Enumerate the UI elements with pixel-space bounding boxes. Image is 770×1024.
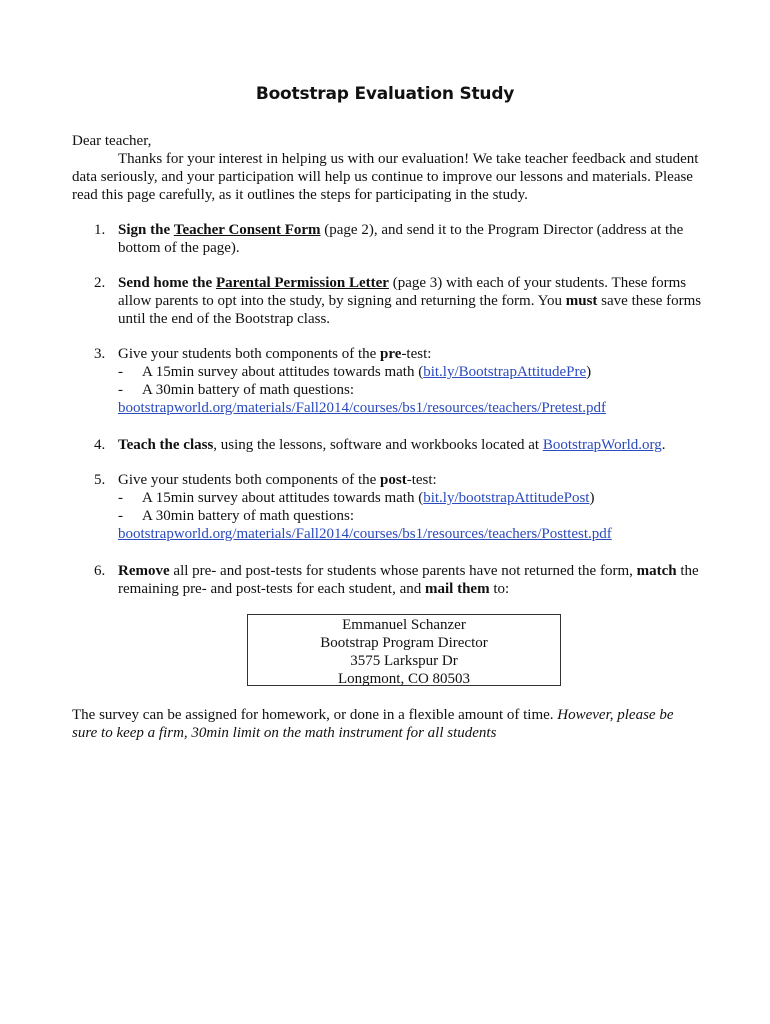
greeting-text: Dear teacher, [72, 133, 152, 149]
teacher-consent-form-link[interactable]: Teacher Consent Form [173, 222, 321, 238]
attitude-pre-link[interactable]: bit.ly/BootstrapAttitudePre [423, 364, 587, 380]
footer-italic: However, please be sure to keep a firm, 30min limit on the math instrument for all students [72, 707, 674, 741]
step-5-lead-end: -test: [406, 472, 437, 488]
step-5 [94, 471, 714, 543]
step-5-survey-end: ) [589, 490, 595, 506]
step-1-bold: Sign the [118, 222, 171, 238]
step-6-text-a: all pre- and post-tests for students whose parents have not returned the form, [169, 563, 637, 579]
step-2-bold: Send home the [118, 275, 213, 291]
posttest-pdf-link[interactable]: bootstrapworld.org/materials/Fall2014/courses/bs1/resources/teachers/Posttest.pdf [118, 526, 612, 542]
attitude-post-link[interactable]: bit.ly/bootstrapAttitudePost [423, 490, 590, 506]
step-number: 5. [94, 472, 106, 488]
dash: - [118, 508, 123, 524]
intro-text: Thanks for your interest in helping us with our evaluation! We take teacher feedback and student data seriously, and your participation will help us continue to improve our lessons and materials. Please read this page carefully, as it outlines the steps for participating in the study. [72, 151, 699, 203]
step-number: 3. [94, 346, 106, 362]
step-5-battery-text: A 30min battery of math questions: [142, 508, 355, 524]
step-3-pre: pre [380, 346, 402, 362]
step-3-battery-text: A 30min battery of math questions: [142, 382, 355, 398]
step-5-post: post [380, 472, 407, 488]
step-4-text: , using the lessons, software and workbooks located at [213, 437, 543, 453]
address-city: Longmont, CO 80503 [337, 671, 471, 687]
step-number: 6. [94, 563, 106, 579]
step-4-bold: Teach the class [118, 437, 214, 453]
greeting [72, 132, 702, 150]
dash: - [118, 382, 123, 398]
step-5-survey-text: A 15min survey about attitudes towards math ( [142, 490, 424, 506]
step-4-end: . [661, 437, 666, 453]
step-6-mail-them: mail them [425, 581, 490, 597]
address-role: Bootstrap Program Director [320, 635, 488, 651]
step-6-text-b: the remaining pre- and post-tests for each student, and [118, 563, 699, 597]
dash: - [118, 490, 123, 506]
step-3 [94, 345, 714, 417]
step-3-survey-end: ) [586, 364, 592, 380]
step-number: 4. [94, 437, 106, 453]
step-number: 1. [94, 222, 106, 238]
pretest-pdf-link[interactable]: bootstrapworld.org/materials/Fall2014/courses/bs1/resources/teachers/Pretest.pdf [118, 400, 606, 416]
step-5-lead: Give your students both components of the [118, 472, 381, 488]
address-street: 3575 Larkspur Dr [350, 653, 458, 669]
address-name: Emmanuel Schanzer [342, 617, 466, 633]
step-6-remove: Remove [118, 563, 170, 579]
page-title: Bootstrap Evaluation Study [255, 84, 515, 104]
step-6-match: match [636, 563, 677, 579]
address-box [247, 614, 561, 686]
step-1 [94, 221, 714, 257]
parental-permission-letter-link[interactable]: Parental Permission Letter [215, 275, 389, 291]
step-3-lead-end: -test: [401, 346, 432, 362]
step-3-lead: Give your students both components of the [118, 346, 381, 362]
step-2-text-a: (page 3) with each of your students. These forms allow parents to opt into the study, by signing and returning the form. You [118, 275, 687, 309]
bootstrapworld-link[interactable]: BootstrapWorld.org [542, 437, 662, 453]
step-6-text-c: to: [489, 581, 510, 597]
footer-note [72, 706, 692, 742]
step-3-survey-text: A 15min survey about attitudes towards math ( [142, 364, 424, 380]
step-1-text: (page 2), and send it to the Program Director (address at the bottom of the page). [118, 222, 684, 256]
intro-paragraph [72, 150, 702, 204]
dash: - [118, 364, 123, 380]
step-4 [94, 436, 714, 454]
step-2-must: must [565, 293, 598, 309]
step-2-text-b: save these forms until the end of the Bootstrap class. [118, 293, 702, 327]
step-2 [94, 274, 714, 328]
footer-plain: The survey can be assigned for homework, or done in a flexible amount of time. [72, 707, 558, 723]
step-6 [94, 562, 714, 598]
step-number: 2. [94, 275, 106, 291]
